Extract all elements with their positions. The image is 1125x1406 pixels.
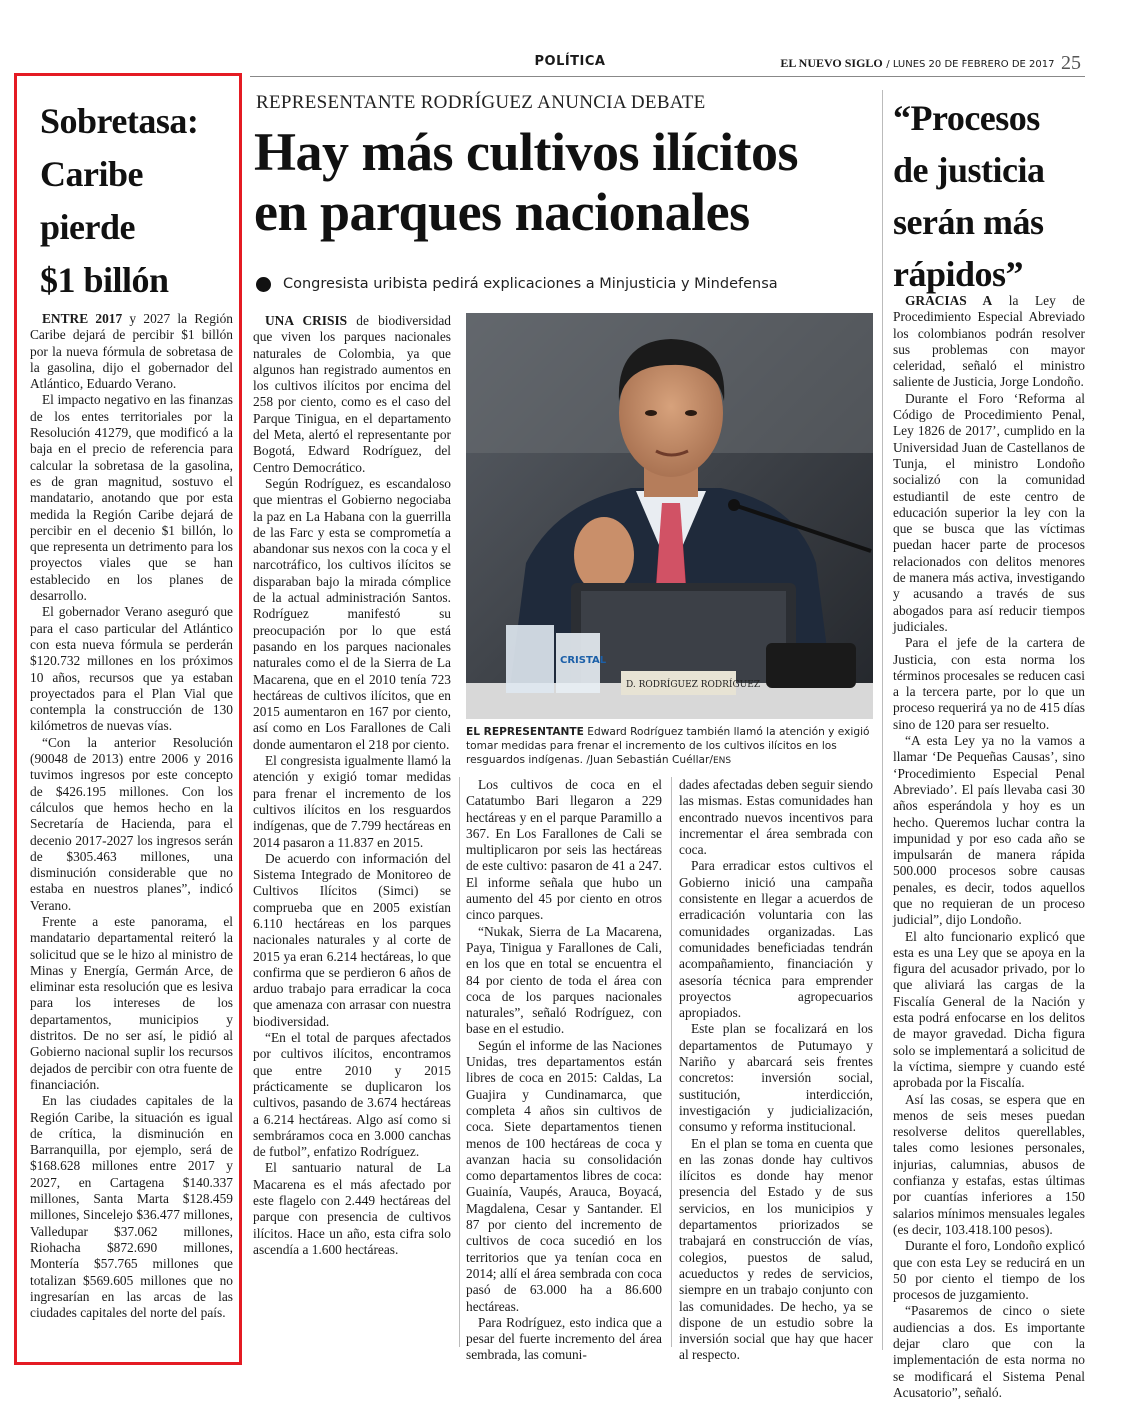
- cup-label: CRISTAL: [560, 655, 607, 666]
- paragraph: En las ciudades capitales de la Región Caribe, la situación es igual de crítica, la disminución en Barranquilla, por ejemplo, será de $168.628 millones entre 2017 y 2027, en Cartagena $140.337 millones, Santa Marta $128.459 millones, Sincelejo $36.477 millones, Valledupar $37.062 millones, Riohacha $872.690 millones, Montería $57.765 millones que totalizan $569.605 millones que no ingresarían en las arcas de las ciudades capitales del norte del país.: [30, 1093, 233, 1321]
- main-kicker: REPRESENTANTE RODRÍGUEZ ANUNCIA DEBATE: [256, 92, 706, 113]
- paragraph: Frente a este panorama, el mandatario departamental reiteró la solicitud que se le hizo al ministro de Minas y Energía, Germán Arce, de eliminar esta resolución que es lesiva para los intereses de los departamentos, municipios y distritos. De no ser así, le pidió al Gobierno nacional suplir los recursos dejados de percibir con otra fuente de financiación.: [30, 913, 233, 1092]
- photo-illustration: [466, 313, 873, 719]
- subhead-row: [256, 276, 866, 292]
- column-divider: [459, 777, 460, 1347]
- paragraph: Durante el Foro ‘Reforma al Código de Procedimiento Penal, Ley 1826 de 2017’, cumplido en la Universidad Juan de Castellanos de Tunja, el ministro Londoño socializó con la comunidad estudiantil de este centro de educación superior la ley con la que se busca que las víctimas puedan hacer parte de procesos relacionados con delitos menores de manera más activa, investigando y acusando a través de sus abogados para así reducir tiempos judiciales.: [893, 390, 1085, 634]
- sidebar-headline-line: Caribe: [40, 154, 143, 194]
- paragraph: El gobernador Verano aseguró que para el caso particular del Atlántico con esta nueva fórmula se perderán $120.732 millones en los próximos 10 años, recursos que ya estaban proyectados para el Plan Vial que contempla la construcción de 130 kilómetros de nuevas vías.: [30, 604, 233, 734]
- sidebar-story: [30, 95, 233, 1321]
- paragraph-text: y 2027 la Región Caribe dejará de percibir $1 billón por la nueva fórmula de sobretasa de la gasolina, dijo el gobernador del Atlántico, Eduardo Verano.: [30, 311, 233, 392]
- sidebar-headline-line: pierde: [40, 207, 135, 247]
- paragraph-text: la Ley de Procedimiento Especial Abreviado los colombianos podrán resolver sus problemas con mayor celeridad, señaló el ministro saliente de Justicia, Jorge Londoño.: [893, 293, 1085, 390]
- paragraph: Según el informe de las Naciones Unidas, tres departamentos están libres de coca en 2015: Caldas, La Guajira y Cundinamarca, que completa 4 años sin cultivos de coca. Siete departamentos tienen menos de 100 hectáreas de coca y avanzan hacia su consolidación como departamentos libres de coca: Guainía, Vaupés, Arauca, Boyacá, Magdalena, Cesar y Santander. El 87 por ciento del incremento de cultivos de coca sucedió en los territorios que ya tenían coca en 2014; allí el área sembrada con coca pasó de 63.000 ha a 86.600 hectáreas.: [466, 1037, 662, 1314]
- lead-in: GRACIAS A: [905, 293, 993, 308]
- paragraph: “A esta Ley ya no la vamos a llamar ‘De Pequeñas Causas’, sino ‘Procedimiento Especial Penal Abreviado’. El país llevaba casi 30 años esperándola y hoy es un hecho. Queremos luchar contra la impunidad y por eso cada año se impulsarán de manera rápida 500.000 procesos sobre causas penales, es decir, todos aquellos que no requieran de un proceso judicial”, dijo Londoño.: [893, 733, 1085, 928]
- right-headline-line: serán más: [893, 202, 1044, 242]
- paragraph: Durante el foro, Londoño explicó que con esta Ley se reducirá en un 50 por ciento el tiempo de los procesos de juzgamiento.: [893, 1238, 1085, 1303]
- right-headline: [893, 92, 1093, 300]
- paragraph: De acuerdo con información del Sistema Integrado de Monitoreo de Cultivos Ilícitos (Simci) se comprueba que en 2005 existían 6.110 hectáreas en los parques nacionales naturales y al corte de 2015 ya eran 6.214 hectáreas, lo que confirma que se perdieron 6 años de arduo trabajo para erradicar la coca que amenaza con arrasar con nuestra biodiversidad.: [253, 850, 451, 1029]
- right-headline-line: “Procesos: [893, 98, 1040, 138]
- right-headline-line: rápidos”: [893, 254, 1024, 294]
- column-divider: [671, 777, 672, 1347]
- main-column-3: [679, 777, 873, 1364]
- paragraph: Este plan se focalizará en los departamentos de Putumayo y Nariño y abarcará seis frentes concretos: inversión social, sustitución, interdicción, investigación y judicialización, consumo y reforma institucional.: [679, 1021, 873, 1135]
- paragraph: En el plan se toma en cuenta que en las zonas donde hay cultivos ilícitos es donde hay menor presencia del Estado y de sus servicios, en los municipios y departamentos priorizados se trabajará en construcción de vías, colegios, puestos de salud, acueductos y redes de servicios, siempre en un trabajo conjunto con las comunidades. De hecho, ya se dispone de un estudio sobre la inversión social que hay que hacer al respecto.: [679, 1135, 873, 1363]
- paragraph: [30, 311, 233, 392]
- caption-credit: ENS: [712, 756, 732, 766]
- issue-date: / LUNES 20 DE FEBRERO DE 2017: [886, 59, 1055, 70]
- paragraph: El santuario natural de La Macarena es el más afectado por este flagelo con 2.449 hectáreas del parque con presencia de cultivos ilícitos. Hace un año, esta cifra solo ascendía a 1.600 hectáreas.: [253, 1160, 451, 1257]
- masthead: [780, 52, 1081, 75]
- main-column-2: [466, 777, 662, 1364]
- paragraph: Para el jefe de la cartera de Justicia, con esta norma los términos procesales se reducen casi a la tercera parte, por lo que un proceso requerirá ya no de 415 días sino de 120 para ser resuelto.: [893, 635, 1085, 732]
- sidebar-headline-line: $1 billón: [40, 260, 169, 300]
- paragraph: “En el total de parques afectados por cultivos ilícitos, encontramos que entre 2010 y 2015 prácticamente se duplicaron los cultivos, pasando de 3.674 hectáreas a 6.214 hectáreas. Algo así como si sembráramos coca en 3.000 canchas de futbol”, enfatizo Rodríguez.: [253, 1030, 451, 1160]
- paragraph: El impacto negativo en las finanzas de los entes territoriales por la Resolución 41279, que modificó a la baja en el precio de referencia para calcular la sobretasa de la gasolina, es de gran magnitud, sostuvo el mandatario, anotando que por esta medida la Región Caribe dejará de percibir en el decenio $1 billón, lo que representa un detrimento para los proyectos viales que se han establecido en los planes de desarrollo.: [30, 392, 233, 604]
- caption-text: Edward Rodríguez también llamó la atención y exigió tomar medidas para frenar el incremento de los cultivos ilícitos en los resguardos indígenas. /Juan Sebastián Cuéllar/: [466, 726, 870, 766]
- paragraph: “Pasaremos de cinco o siete audiencias a dos. Es importante dejar claro que con la implementación de esta norma no se modificará el Sistema Penal Acusatorio”, señaló.: [893, 1303, 1085, 1400]
- main-headline-line: Hay más cultivos ilícitos: [254, 122, 798, 182]
- paragraph: dades afectadas deben seguir siendo las mismas. Estas comunidades han encontrado nuevos incentivos para incrementar el área sembrada con coca.: [679, 777, 873, 858]
- lead-in: ENTRE 2017: [42, 311, 123, 326]
- main-column-1: [253, 313, 451, 1258]
- paragraph-text: de biodiversidad que viven los parques nacionales naturales de Colombia, ya que algunos han registrado aumentos en los cultivos ilícitos por encima del 258 por ciento, como es el caso del Parque Tinigua, en el departamento del Meta, alertó el representante por Bogotá, Edward Rodríguez, del Centro Democrático.: [253, 313, 451, 475]
- section-label: POLÍTICA: [534, 54, 606, 69]
- paragraph: Para Rodríguez, esto indica que a pesar del fuerte incremento del área sembrada, las comuni-: [466, 1314, 662, 1363]
- main-headline: [254, 122, 874, 242]
- paragraph: Según Rodríguez, es escandaloso que mientras el Gobierno negociaba la paz en La Habana con la guerrilla de las Farc y esta se comprometía a abandonar sus nexos con la coca y el narcotráfico, los cultivos ilícitos se disparaban bajo la mirada cómplice de la actual administración Santos. Rodríguez manifestó su preocupación por lo que está pasando en los parques nacionales naturales como el de la Sierra de La Macarena, que en el 2010 tenía 723 hectáreas de cultivos ilícitos, que en 2015 aumentaron en 167 por ciento, así como en Los Farallones de Cali donde aumentaron el 218 por ciento.: [253, 475, 451, 752]
- news-photo: [466, 313, 873, 719]
- bullet-icon: [256, 277, 271, 292]
- paragraph: Para erradicar estos cultivos el Gobierno inició una campaña consistente en llegar a acuerdos de erradicación voluntaria con las comunidades organizadas. Las comunidades beneficiadas tendrán acompañamiento, financiación y asesoría técnica para emprender proyectos agropecuarios apropiados.: [679, 858, 873, 1021]
- caption-lead: EL REPRESENTANTE: [466, 726, 584, 738]
- paragraph: [893, 293, 1085, 391]
- paragraph: El alto funcionario explicó que esta es una Ley que se apoya en la figura del acusador privado, por lo que aliviará las cargas de la Fiscalía General de la Nación y esta podrá enfocarse en los delitos de mayor gravedad. Dicha figura solo se implementará a solicitud de la víctima, siempre y cuando esté aprobada por la Fiscalía.: [893, 928, 1085, 1091]
- page-number: 25: [1061, 52, 1081, 74]
- paragraph: “Nukak, Sierra de La Macarena, Paya, Tinigua y Farallones de Cali, en los que en total se encuentra el 84 por ciento de toda el área con coca de los parques nacionales naturales”, señaló Rodríguez, con base en el estudio.: [466, 923, 662, 1037]
- sidebar-body: [30, 311, 233, 1321]
- paragraph: “Con la anterior Resolución (90048 de 2013) entre 2006 y 2016 tuvimos ingresos por este concepto de $426.195 millones. Con los cálculos que hemos hecho en la Secretaría de Hacienda, para el decenio 2017-2027 los ingresos serán de $305.463 millones, una disminución considerable que no estaba en nuestros planes”, indicó Verano.: [30, 734, 233, 913]
- sidebar-headline: [40, 95, 233, 307]
- main-headline-line: en parques nacionales: [254, 182, 750, 242]
- top-rule: [250, 76, 1085, 77]
- column-divider: [882, 90, 883, 1350]
- right-headline-line: de justicia: [893, 150, 1045, 190]
- paragraph: Así las cosas, se espera que en menos de seis meses puedan resolverse delitos querellables, tales como lesiones personales, injurias, calumnias, abusos de confianza y estafas, estas últimas por cuantías inferiores a 150 salarios mínimos mensuales legales (es decir, 103.418.100 pesos).: [893, 1091, 1085, 1237]
- paragraph: [253, 313, 451, 476]
- right-story-body: [893, 293, 1085, 1401]
- name-plate: D. RODRÍGUEZ RODRÍGUEZ: [626, 680, 761, 690]
- paragraph: Los cultivos de coca en el Catatumbo Bari llegaron a 229 hectáreas y en el parque Paramillo a 367. En Los Farallones de Cali se multiplicaron por seis las hectáreas de este cultivo: pasaron de 41 a 247. El informe señala que hubo un aumento del 45 por ciento en otros cinco parques.: [466, 777, 662, 923]
- paragraph: El congresista igualmente llamó la atención y exigió tomar medidas para frenar el incremento de los cultivos ilícitos en los resguardos indígenas, que de 7.799 hectáreas en 2014 pasaron a 11.837 en 2015.: [253, 753, 451, 850]
- sidebar-headline-line: Sobretasa:: [40, 101, 199, 141]
- main-subhead: Congresista uribista pedirá explicaciones a Minjusticia y Mindefensa: [283, 276, 778, 292]
- newspaper-name: EL NUEVO SIGLO: [780, 56, 883, 70]
- lead-in: UNA CRISIS: [265, 313, 348, 328]
- photo-caption: [466, 725, 873, 768]
